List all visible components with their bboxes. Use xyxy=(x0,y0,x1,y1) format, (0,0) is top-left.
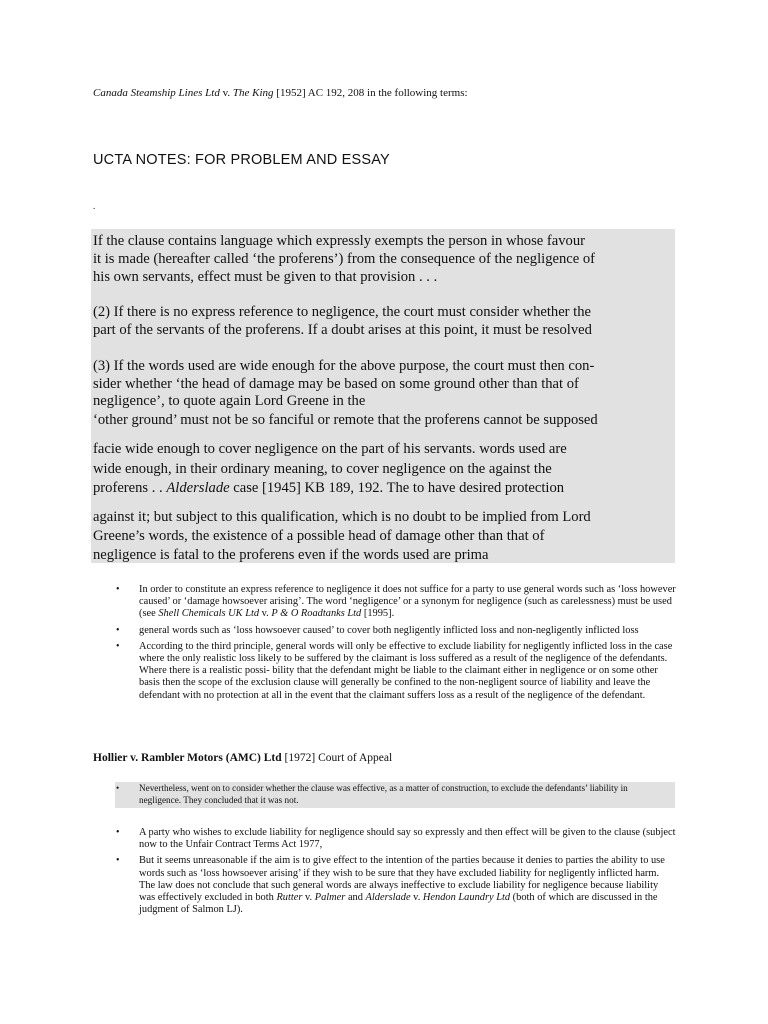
stray-dot: . xyxy=(93,201,96,211)
bullet-list-1 xyxy=(116,584,676,706)
bullet-text: In order to constitute an express reference to negligence it does not suffice for a party to use general words such as ‘loss however caused’ or ‘damage howsoever arising’. The word ‘negligence’ or a synonym for negligence (such as carelessness) must be used (see xyxy=(139,584,676,620)
quote-line: his own servants, effect must be given to that provision . . . xyxy=(93,269,438,285)
bullet-text: [1995]. xyxy=(361,608,395,620)
citation-reference: [1952] AC 192, 208 in the following terms: xyxy=(273,87,468,99)
case-heading xyxy=(93,751,392,765)
quote-line: facie wide enough to cover negligence on the part of his servants. words used are xyxy=(93,441,567,457)
bullet-icon: • xyxy=(116,624,120,636)
bullet-list-2 xyxy=(116,827,676,920)
bullet-case-name: Palmer xyxy=(314,892,346,904)
bullet-icon: • xyxy=(116,640,120,652)
quote-line: If the clause contains language which expressly exempts the person in whose favour xyxy=(93,233,585,249)
list-item xyxy=(116,783,671,806)
bullet-text: and xyxy=(345,892,366,904)
bullet-text: v. xyxy=(302,892,315,904)
bullet-text: But it seems unreasonable if the aim is to give effect to the intention of the parties because it denies to parties the ability to use words such as ‘loss howsoever arising’ if they wish to be sure that they have excluded liability for negligently inflicted harm. The law does not conclude that such general words are always ineffective to exclude liability for negligence because liability was effectively excluded in both xyxy=(139,855,665,904)
bullet-case-name: Alderslade xyxy=(365,892,411,904)
bullet-icon: • xyxy=(116,584,120,595)
quote-line: sider whether ‘the head of damage may be based on some ground other than that of xyxy=(93,376,579,392)
list-item xyxy=(116,641,676,702)
quote-line: Greene’s words, the existence of a possible head of damage other than that of xyxy=(93,528,545,544)
bullet-icon: • xyxy=(116,783,120,793)
list-item xyxy=(116,625,676,637)
quote-line: ‘other ground’ must not be so fanciful or remote that the proferens cannot be supposed xyxy=(93,412,598,428)
quote-line: (2) If there is no express reference to negligence, the court must consider whether the xyxy=(93,304,592,320)
citation-case-name-1: Canada Steamship Lines Ltd xyxy=(93,87,220,99)
quote-line: (3) If the words used are wide enough for the above purpose, the court must then con- xyxy=(93,358,595,374)
bullet-icon: • xyxy=(116,855,120,867)
bullet-case-name: P & O Roadtanks Ltd xyxy=(271,608,362,620)
list-item xyxy=(116,855,676,916)
list-item xyxy=(116,584,676,621)
bullet-case-name: Rutter xyxy=(276,892,303,904)
bullet-text: general words such as ‘loss howsoever caused’ to cover both negligently inflicted loss and non-negligently inflicted loss xyxy=(139,624,639,636)
bullet-case-name: Hendon Laundry Ltd xyxy=(422,892,511,904)
quote-line: wide enough, in their ordinary meaning, to cover negligence on the against the xyxy=(93,461,552,477)
case-citation xyxy=(93,86,693,100)
quote-line: negligence’, to quote again Lord Greene in the xyxy=(93,393,366,409)
bullet-text: v. xyxy=(259,608,272,620)
bullet-case-name: Shell Chemicals UK Ltd xyxy=(158,608,260,620)
quote-line: negligence is fatal to the proferens even if the words used are prima xyxy=(93,547,489,563)
bullet-text: v. xyxy=(410,892,423,904)
bullet-text: A party who wishes to exclude liability for negligence should say so expressly and then effect will be given to the clause (subject now to the Unfair Contract Terms Act 1977, xyxy=(139,827,676,851)
case-heading-court: [1972] Court of Appeal xyxy=(281,752,393,764)
page-title: UCTA NOTES: FOR PROBLEM AND ESSAY xyxy=(93,152,390,168)
quote-text: case [1945] KB 189, 192. The to have desired protection xyxy=(229,480,565,496)
quote-case-name: Alderslade xyxy=(166,480,230,496)
case-heading-name: Hollier v. Rambler Motors (AMC) Ltd xyxy=(93,752,282,764)
list-item xyxy=(116,827,676,851)
bullet-icon: • xyxy=(116,827,120,838)
bullet-text: Nevertheless, went on to consider whether the clause was effective, as a matter of construction, to exclude the defendants’ liability in negligence. They concluded that it was not. xyxy=(139,783,628,805)
citation-case-name-2: The King xyxy=(232,87,274,99)
quote-line xyxy=(93,479,564,497)
citation-versus: v. xyxy=(219,87,233,99)
quote-line: it is made (hereafter called ‘the proferens’) from the consequence of the negligence of xyxy=(93,251,596,267)
bullet-text: According to the third principle, general words will only be effective to exclude liability for negligently inflicted loss in the case where the only realistic loss likely to be suffered by the claimant is loss suffered as a result of the negligence of the defendants. Where there is a realistic possi- bility that the defendant might be liable to the claimant either in negligence or on some other basis then the scope of the exclusion clause will generally be confined to the non-negligent source of liability and leave the defendant with no protection at all in the event that the claimant suffers loss as a result of the negligence of the defendant. xyxy=(139,640,673,701)
bullet-text: (both of which are discussed in the judgment of Salmon LJ). xyxy=(139,892,658,916)
quote-line: against it; but subject to this qualification, which is no doubt to be implied from Lord xyxy=(93,509,591,525)
quote-text: proferens . . xyxy=(93,480,167,496)
quote-line: part of the servants of the proferens. If a doubt arises at this point, it must be resolved xyxy=(93,322,592,338)
